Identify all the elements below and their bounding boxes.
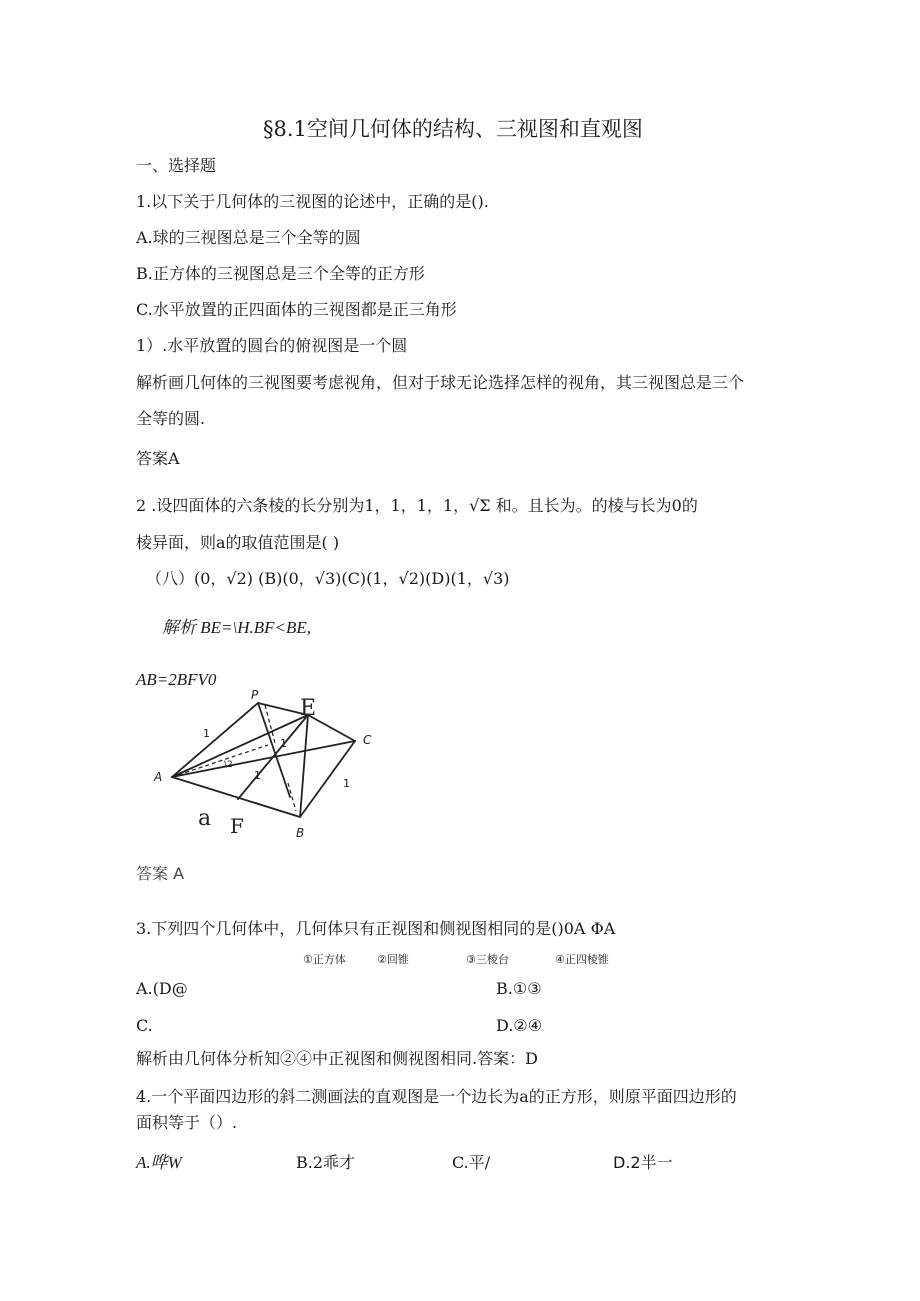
vertex-label-c: C: [363, 733, 372, 747]
edge-fragment-label: \2: [224, 760, 233, 770]
q1-answer: 答案A: [136, 449, 180, 468]
q1-option-d: 1）.水平放置的圆台的俯视图是一个圆: [136, 336, 408, 355]
label-f: F: [230, 814, 244, 838]
edge-length-label-2: 1: [280, 737, 287, 750]
q3-option-b: B.①③: [496, 979, 542, 998]
q3-shape-4: ④正四棱锥: [555, 953, 609, 966]
edge-length-label-4: 1: [343, 777, 350, 790]
q3-shape-2: ②回锥: [377, 953, 409, 966]
edge-ab: [172, 777, 300, 817]
edge-length-label-1: 1: [203, 727, 210, 740]
vertex-label-e: E: [300, 696, 317, 721]
q3-analysis: 解析由几何体分析知②④中正视图和侧视图相同.答案：D: [136, 1049, 538, 1068]
page-title: §8.1空间几何体的结构、三视图和直观图: [263, 117, 643, 141]
edge-pb: [258, 703, 290, 797]
edge-f-e: [238, 715, 308, 799]
q3-option-d: D.②④: [496, 1016, 543, 1035]
vertex-label-p: P: [251, 688, 259, 702]
q2-options: （八）(0，√2) (B)(0，√3)(C)(1，√2)(D)(1，√3): [146, 569, 510, 588]
q4-stem-line1: 4.一个平面四边形的斜二测画法的直观图是一个边长为a的正方形，则原平面四边形的: [136, 1087, 737, 1106]
q2-answer: 答案 A: [136, 864, 185, 883]
tetrahedron-figure: [140, 685, 390, 840]
q3-stem: 3.下列四个几何体中，几何体只有正视图和侧视图相同的是()0A ΦA: [136, 919, 616, 938]
q4-option-b: B.2乖才: [296, 1153, 356, 1172]
q1-option-c: C.水平放置的正四面体的三视图都是正三角形: [136, 300, 457, 319]
q3-option-a: A.(D@: [136, 979, 188, 998]
edge-length-label-3: 1: [254, 769, 261, 782]
q1-analysis-line2: 全等的圆.: [136, 409, 206, 428]
edge-a-e: [172, 715, 308, 777]
q4-option-d: D.2半一: [613, 1153, 673, 1172]
q4-option-a: A.哗W: [136, 1153, 182, 1172]
q4-stem-line2: 面积等于（）.: [136, 1113, 238, 1132]
q2-formula: AB=2BFV0: [136, 670, 217, 689]
edge-ac: [172, 741, 355, 777]
q3-shape-1: ①正方体: [303, 953, 346, 966]
q3-option-c: C.: [136, 1016, 153, 1035]
edge-ap: [172, 703, 258, 777]
vertex-label-b: B: [296, 826, 305, 840]
q4-option-c: C.平/: [452, 1153, 491, 1172]
q3-shape-3: ③三棱台: [466, 953, 509, 966]
q1-option-a: A.球的三视图总是三个全等的圆: [136, 228, 361, 247]
q1-option-b: B.正方体的三视图总是三个全等的正方形: [136, 264, 425, 283]
q2-stem-line2: 棱异面，则a的取值范围是( ): [136, 533, 340, 552]
q1-analysis-line1: 解析画几何体的三视图要考虑视角，但对于球无论选择怎样的视角，其三视图总是三个: [136, 373, 745, 392]
edge-eb: [300, 715, 308, 817]
vertex-label-a: A: [154, 770, 163, 784]
q2-analysis: 解析 BE=\H.BF<BE,: [162, 618, 311, 637]
label-length-a: a: [198, 806, 212, 831]
q1-stem: 1.以下关于几何体的三视图的论述中，正确的是().: [136, 192, 489, 211]
section-heading: 一、选择题: [136, 156, 217, 175]
q2-stem-line1: 2 .设四面体的六条棱的长分别为1，1，1，1，√Σ 和。且长为。的棱与长为0的: [136, 496, 698, 515]
